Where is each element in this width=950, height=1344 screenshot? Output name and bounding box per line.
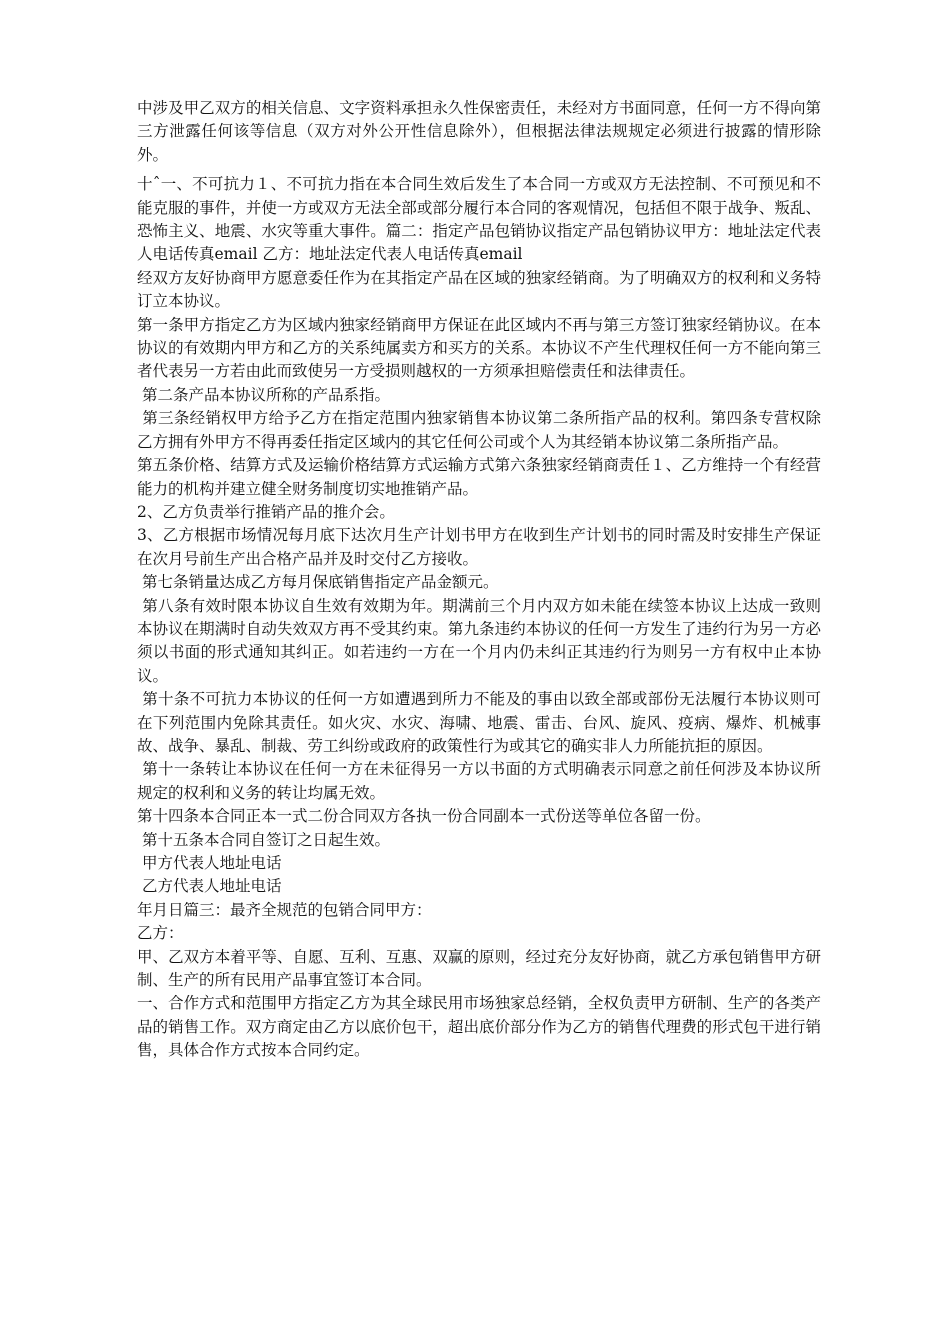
paragraph-article-7: 第七条销量达成乙方每月保底销售指定产品金额元。 [137, 573, 499, 592]
paragraph-force-majeure: 十ˆ一、不可抗力１、不可抗力指在本合同生效后发生了本合同一方或双方无法控制、不可预见和不能克服的事件，并使一方或双方无法全部或部分履行本合同的客观情况，包括但不限于战争、叛乱、恐怖主义、地震、水灾等重大事件。篇二：指定产品包销协议指定产品包销协议甲方：地址法定代表人电话传真email 乙方：地址法定代表人电话传真email [137, 175, 821, 264]
paragraph-party-b: 乙方： [137, 924, 184, 943]
paragraph-article-15: 第十五条本合同自签订之日起生效。 [137, 830, 390, 849]
paragraph-article-1: 第一条甲方指定乙方为区域内独家经销商甲方保证在此区域内不再与第三方签订独家经销协议。在本协议的有效期内甲方和乙方的关系纯属卖方和买方的关系。本协议不产生代理权任何一方不能向第三者代表另一方若由此而致使另一方受损则越权的一方须承担赔偿责任和法律责任。 [137, 315, 821, 381]
paragraph-article-8-9: 第八条有效时限本协议自生效有效期为年。期满前三个月内双方如未能在续签本协议上达成一致则本协议在期满时自动失效双方再不受其约束。第九条违约本协议的任何一方发生了违约行为另一方必须以书面的形式通知其纠正。如若违约一方在一个月内仍未纠正其违约行为则另一方有权中止本协议。 [137, 596, 821, 685]
paragraph-article-14: 第十四条本合同正本一式二份合同双方各执一份合同副本一式份送等单位各留一份。 [137, 807, 711, 826]
paragraph-date-part3: 年月日篇三：最齐全规范的包销合同甲方： [137, 900, 432, 919]
document-page [137, 97, 821, 1063]
paragraph-article-5-6: 第五条价格、结算方式及运输价格结算方式运输方式第六条独家经销商责任１、乙方维持一个有经营能力的机构并建立健全财务制度切实地推销产品。 [137, 456, 821, 498]
paragraph-item-3: 3、乙方根据市场情况每月底下达次月生产计划书甲方在收到生产计划书的同时需及时安排生产保证在次月号前生产出合格产品并及时交付乙方接收。 [137, 526, 821, 568]
paragraph-principles: 甲、乙双方本着平等、自愿、互利、互惠、双赢的原则，经过充分友好协商，就乙方承包销售甲方研制、生产的所有民用产品事宜签订本合同。 [137, 947, 821, 990]
paragraph-article-11: 第十一条转让本协议在任何一方在未征得另一方以书面的方式明确表示同意之前任何涉及本协议所规定的权利和义务的转让均属无效。 [137, 760, 821, 802]
paragraph-cooperation: 一、合作方式和范围甲方指定乙方为其全球民用市场独家总经销，全权负责甲方研制、生产的各类产品的销售工作。双方商定由乙方以底价包干，超出底价部分作为乙方的销售代理费的形式包干进行销售，具体合作方式按本合同约定。 [137, 994, 821, 1060]
paragraph-item-2: 2、乙方负责举行推销产品的推介会。 [137, 502, 395, 521]
paragraph-article-10: 第十条不可抗力本协议的任何一方如遭遇到所力不能及的事由以致全部或部份无法履行本协议则可在下列范围内免除其责任。如火灾、水灾、海啸、地震、雷击、台风、旋风、疫病、爆炸、机械事故、战争、暴乱、制裁、劳工纠纷或政府的政策性行为或其它的确实非人力所能抗拒的原因。 [137, 690, 821, 755]
paragraph-party-a-rep: 甲方代表人地址电话 [137, 854, 282, 872]
paragraph-party-b-rep: 乙方代表人地址电话 [137, 877, 282, 896]
paragraph-article-3-4: 第三条经销权甲方给予乙方在指定范围内独家销售本协议第二条所指产品的权利。第四条专营权除乙方拥有外甲方不得再委任指定区域内的其它任何公司或个人为其经销本协议第二条所指产品。 [137, 409, 821, 451]
paragraph-intro: 经双方友好协商甲方愿意委任作为在其指定产品在区域的独家经销商。为了明确双方的权利和义务特订立本协议。 [137, 268, 821, 311]
paragraph-confidentiality: 中涉及甲乙双方的相关信息、文字资料承担永久性保密责任，未经对方书面同意，任何一方不得向第三方泄露任何该等信息（双方对外公开性信息除外），但根据法律法规规定必须进行披露的情形除外。 [137, 99, 821, 164]
paragraph-article-2: 第二条产品本协议所称的产品系指。 [137, 385, 390, 404]
